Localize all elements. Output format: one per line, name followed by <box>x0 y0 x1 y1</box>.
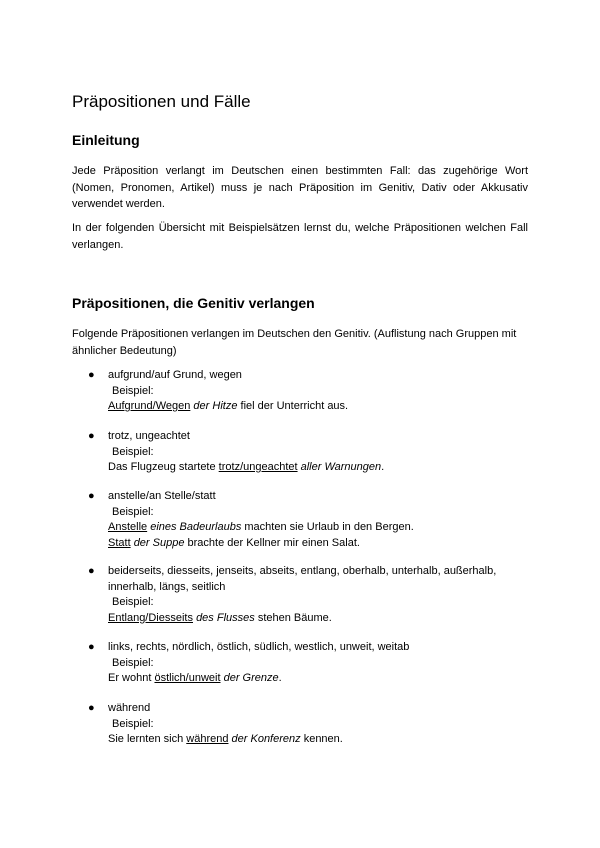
example-genitive-phrase: des Flusses <box>196 611 255 624</box>
section-heading-genitiv: Präpositionen, die Genitiv verlangen <box>72 295 315 311</box>
example-label: Beispiel: <box>112 445 154 458</box>
preposition-words: trotz, ungeachtet <box>108 430 190 442</box>
preposition-words: anstelle/an Stelle/statt <box>108 490 216 502</box>
example-sentence: Statt der Suppe brachte der Kellner mir einen Salat. <box>108 536 360 549</box>
example-genitive-phrase: der Suppe <box>133 536 185 549</box>
preposition-words: beiderseits, diesseits, jenseits, abseits, entlang, oberhalb, unterhalb, außerhalb, innerhalb, längs, seitlich <box>108 565 497 593</box>
bullet-icon: ● <box>88 641 95 653</box>
example-label: Beispiel: <box>112 384 154 397</box>
bullet-icon: ● <box>88 369 95 381</box>
intro-paragraph-1: Jede Präposition verlangt im Deutschen einen bestimmten Fall: das zugehörige Wort (Nomen, Pronomen, Artikel) muss je nach Präposition im Genitiv, Dativ oder Akkusativ verwendet werden. <box>72 165 528 210</box>
example-sentence: Aufgrund/Wegen der Hitze fiel der Unterricht aus. <box>108 400 349 412</box>
example-sentence: Anstelle eines Badeurlaubs machten sie Urlaub in den Bergen. <box>108 521 414 533</box>
list-item <box>88 429 528 476</box>
list-item <box>88 489 528 551</box>
example-label: Beispiel: <box>112 505 154 518</box>
example-preposition: Entlang/Diesseits <box>108 611 193 624</box>
bullet-icon: ● <box>88 430 95 442</box>
example-genitive-phrase: der Hitze <box>193 400 238 412</box>
example-sentence: Entlang/Diesseits des Flusses stehen Bäume. <box>108 611 332 624</box>
example-preposition: trotz/ungeachtet <box>218 461 298 473</box>
example-genitive-phrase: eines Badeurlaubs <box>150 521 242 533</box>
bullet-icon: ● <box>88 565 95 577</box>
example-label: Beispiel: <box>112 596 154 608</box>
genitiv-intro-paragraph: Folgende Präpositionen verlangen im Deutschen den Genitiv. (Auflistung nach Gruppen mit ähnlicher Bedeutung) <box>72 328 517 357</box>
list-item <box>88 564 528 626</box>
preposition-words: während <box>108 702 151 714</box>
list-item <box>88 640 528 687</box>
example-genitive-phrase: der Konferenz <box>231 733 301 745</box>
list-item <box>88 368 528 415</box>
bullet-icon: ● <box>88 702 95 714</box>
preposition-words: aufgrund/auf Grund, wegen <box>108 369 242 381</box>
example-sentence: Das Flugzeug startete trotz/ungeachtet aller Warnungen. <box>108 461 385 473</box>
intro-paragraph-2: In der folgenden Übersicht mit Beispielsätzen lernst du, welche Präpositionen welchen Fall verlangen. <box>72 222 528 251</box>
example-genitive-phrase: aller Warnungen <box>300 461 382 473</box>
page-title: Präpositionen und Fälle <box>72 92 251 111</box>
bullet-icon: ● <box>88 490 95 502</box>
example-preposition: Anstelle <box>108 521 148 533</box>
list-item <box>88 701 528 748</box>
example-sentence: Er wohnt östlich/unweit der Grenze. <box>108 672 282 684</box>
example-genitive-phrase: der Grenze <box>223 672 279 684</box>
example-preposition: während <box>186 733 229 745</box>
example-preposition: Statt <box>108 536 131 549</box>
example-preposition: Aufgrund/Wegen <box>108 400 191 412</box>
example-label: Beispiel: <box>112 717 154 730</box>
preposition-words: links, rechts, nördlich, östlich, südlich, westlich, unweit, weitab <box>108 641 410 653</box>
example-preposition: östlich/unweit <box>154 672 221 684</box>
section-heading-intro: Einleitung <box>72 132 140 148</box>
example-sentence: Sie lernten sich während der Konferenz kennen. <box>108 733 343 745</box>
example-label: Beispiel: <box>112 656 154 669</box>
